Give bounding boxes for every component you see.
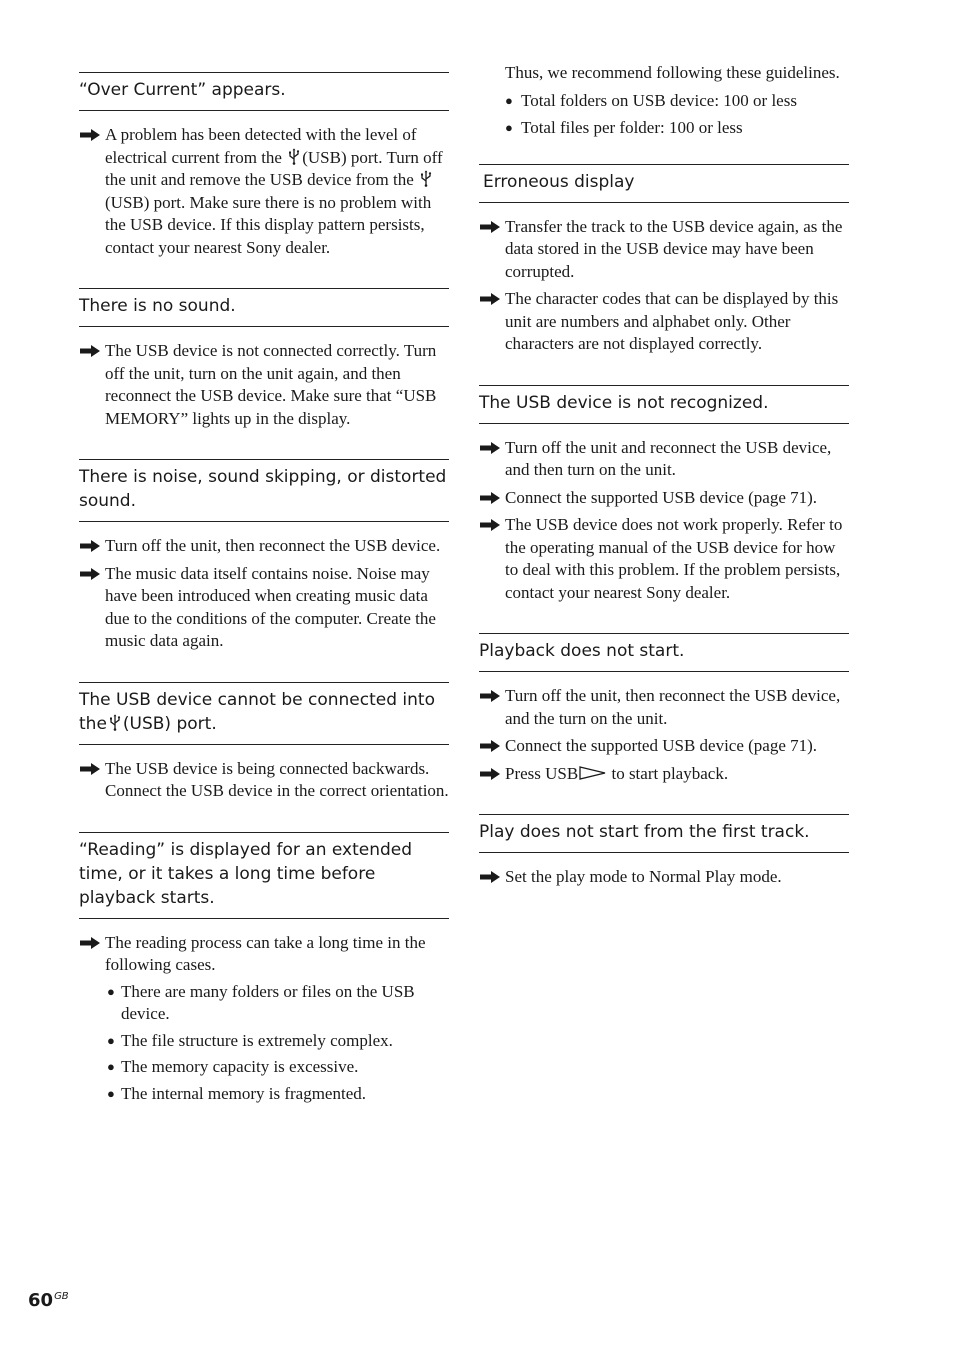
intro-text: Thus, we recommend following these guidelines. — [505, 63, 840, 82]
usb-icon — [420, 170, 432, 187]
list-item — [479, 514, 849, 604]
arrow-right-icon — [479, 491, 501, 505]
arrow-right-icon — [79, 936, 101, 950]
arrow-right-icon — [79, 344, 101, 358]
sub-list-item — [479, 90, 849, 113]
bullet-icon: ● — [505, 120, 513, 135]
item-text: The USB device is not connected correctly. Turn off the unit, turn on the unit again, and then reconnect the USB device. Make sure that “USB MEMORY” lights up in the display. — [105, 341, 437, 428]
item-text: Turn off the unit, then reconnect the USB device, and the turn on the unit. — [505, 686, 841, 728]
section-first-track — [479, 814, 849, 889]
item-text: Press USB — [505, 763, 579, 783]
list-item — [479, 685, 849, 730]
arrow-right-icon — [479, 518, 501, 532]
arrow-right-icon — [79, 128, 101, 142]
list-item — [79, 340, 449, 430]
arrow-right-icon — [479, 870, 501, 884]
list-item — [79, 758, 449, 803]
section-heading: The USB device is not recognized. — [479, 385, 849, 424]
list-item — [79, 124, 449, 259]
arrow-right-icon — [479, 739, 501, 753]
sub-list-item — [479, 117, 849, 140]
sub-list-item — [105, 1056, 449, 1079]
item-text: (USB) port. Turn off the unit and remove the USB device from the — [105, 147, 443, 189]
sub-item-text: The memory capacity is excessive. — [121, 1057, 359, 1076]
arrow-right-icon — [79, 762, 101, 776]
section-erroneous — [479, 164, 849, 356]
page-number-text: 60 — [28, 1290, 54, 1311]
sub-item-text: The file structure is extremely complex. — [121, 1030, 393, 1050]
section-guidelines — [479, 62, 849, 140]
section-heading — [79, 682, 449, 745]
right-column — [479, 62, 849, 918]
arrow-right-icon — [479, 767, 501, 781]
bullet-icon: ● — [107, 1059, 115, 1074]
arrow-right-icon — [479, 689, 501, 703]
list-item — [479, 735, 849, 758]
arrow-right-icon — [79, 539, 101, 553]
section-playback — [479, 633, 849, 785]
item-text: The USB device is being connected backwards. Connect the USB device in the correct orientation. — [105, 758, 449, 800]
arrow-right-icon — [79, 567, 101, 581]
section-heading: “Over Current” appears. — [79, 72, 449, 111]
item-text: The music data itself contains noise. Noise may have been introduced when creating music data due to the conditions of the computer. Create the music data again. — [105, 563, 436, 650]
play-icon — [579, 766, 607, 780]
section-heading: Playback does not start. — [479, 633, 849, 672]
section-heading: Erroneous display — [479, 164, 849, 203]
sub-list-item — [105, 1083, 449, 1106]
item-text: Set the play mode to Normal Play mode. — [505, 867, 782, 886]
section-no-sound — [79, 288, 449, 430]
section-over-current — [79, 72, 449, 259]
item-text: Turn off the unit, then reconnect the USB device. — [105, 536, 441, 555]
arrow-right-icon — [479, 292, 501, 306]
bullet-icon: ● — [107, 983, 115, 999]
sub-item-text: The internal memory is fragmented. — [121, 1083, 366, 1103]
page-number — [28, 1290, 69, 1311]
section-heading: There is no sound. — [79, 288, 449, 327]
section-noise — [79, 459, 449, 653]
list-item — [479, 866, 849, 889]
list-item — [79, 535, 449, 558]
list-item — [479, 437, 849, 482]
heading-text: The USB device cannot be connected into the — [79, 689, 435, 734]
list-item — [79, 563, 449, 653]
guidelines-intro — [479, 62, 849, 85]
section-heading: Play does not start from the first track. — [479, 814, 849, 853]
list-item — [79, 932, 449, 1106]
item-text: to start playback. — [611, 763, 729, 783]
usb-icon — [109, 714, 121, 731]
left-column — [79, 62, 449, 1134]
section-heading: There is noise, sound skipping, or distorted sound. — [79, 459, 449, 522]
section-reading — [79, 832, 449, 1106]
section-not-recognized — [479, 385, 849, 605]
heading-text: (USB) port. — [122, 713, 217, 734]
item-text: (USB) port. Make sure there is no problem with the USB device. If this display pattern persists, contact your nearest Sony dealer. — [105, 192, 432, 257]
item-text: A problem has been detected with the level of electrical current from the — [105, 125, 417, 167]
arrow-right-icon — [479, 220, 501, 234]
page-suffix: GB — [54, 1291, 69, 1302]
sub-item-text: Total folders on USB device: 100 or less — [521, 90, 797, 110]
item-text: Transfer the track to the USB device again, as the data stored in the USB device may have been corrupted. — [505, 216, 843, 281]
item-text: Connect the supported USB device (page 71). — [505, 736, 818, 755]
bullet-icon: ● — [107, 1032, 115, 1048]
bullet-icon: ● — [107, 1085, 115, 1101]
arrow-right-icon — [479, 441, 501, 455]
usb-icon — [288, 148, 300, 165]
item-text: Turn off the unit and reconnect the USB device, and then turn on the unit. — [505, 437, 832, 479]
sub-item-text: There are many folders or files on the USB device. — [121, 981, 415, 1023]
list-item — [479, 487, 849, 510]
item-text: The USB device does not work properly. Refer to the operating manual of the USB device for how to deal with this problem. If the problem persists, contact your nearest Sony dealer. — [505, 515, 843, 602]
sub-list-item — [105, 981, 449, 1026]
section-cannot-connect — [79, 682, 449, 803]
list-item — [479, 763, 849, 786]
item-text: Connect the supported USB device (page 71). — [505, 487, 818, 507]
sub-item-text: Total files per folder: 100 or less — [521, 118, 743, 137]
list-item — [479, 288, 849, 356]
section-heading: “Reading” is displayed for an extended time, or it takes a long time before playback starts. — [79, 832, 449, 919]
item-text: The reading process can take a long time in the following cases. — [105, 932, 426, 974]
sub-list-item — [105, 1030, 449, 1053]
bullet-icon: ● — [505, 92, 513, 108]
list-item — [479, 216, 849, 284]
item-text: The character codes that can be displayed by this unit are numbers and alphabet only. Other characters are not displayed correctly. — [505, 289, 839, 353]
